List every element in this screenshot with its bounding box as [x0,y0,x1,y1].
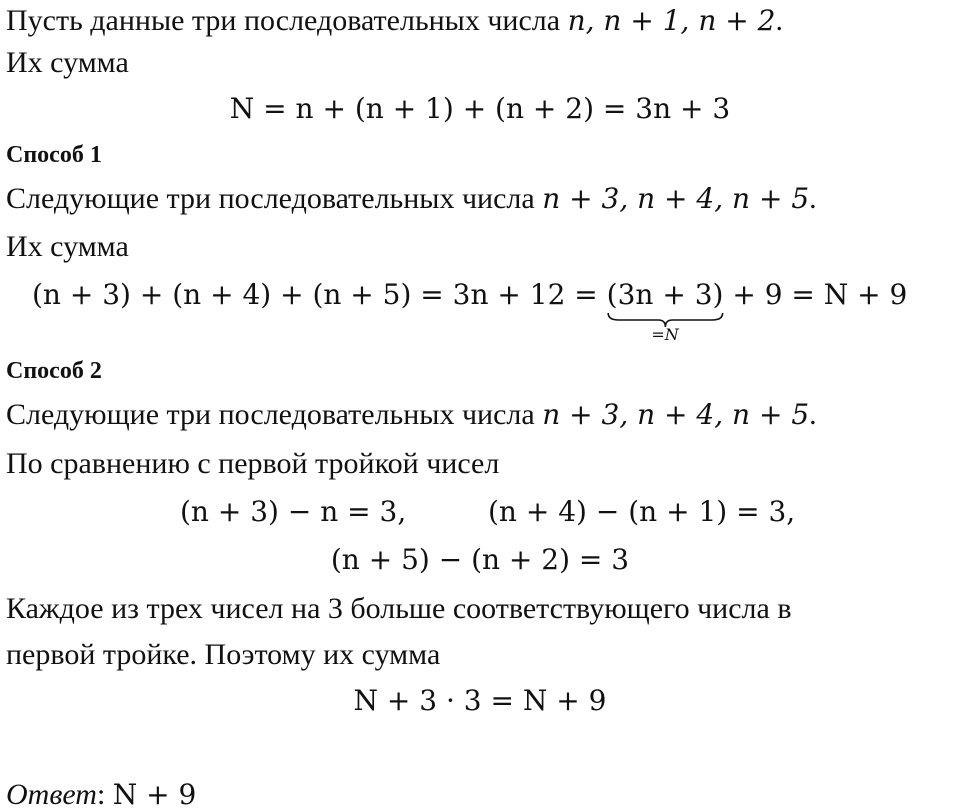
method1-text: Следующие три последовательных числа [6,182,543,215]
method1-sum-label: Их сумма [6,230,129,263]
method2-eq3: (n + 5) − (n + 2) = 3 [330,543,630,576]
method2-final-formula: N + 3 · 3 = N + 9 [353,684,607,717]
method2-text: Следующие три последовательных числа [6,398,543,431]
intro-period: . [775,4,783,37]
method1-heading: Способ 1 [6,142,102,168]
intro-text: Пусть данные три последовательных числа [6,4,568,37]
answer-line [6,778,196,812]
method1-period: . [809,182,817,215]
method2-para-line1: Каждое из трех чисел на 3 больше соответствующего числа в [6,592,792,625]
method2-period: . [809,398,817,431]
method1-numbers: n + 3, n + 4, n + 5 [542,182,810,215]
intro-sum-label: Их сумма [6,46,129,79]
intro-numbers: n, n + 1, n + 2 [567,4,776,37]
method1-formula-brace: (3n + 3) [606,278,724,311]
method1-brace-note: =N [651,325,679,344]
method2-eq2: (n + 4) − (n + 1) = 3, [488,495,796,528]
method1-formula-right: + 9 = N + 9 [723,278,908,311]
method1-brace-group [606,278,724,344]
answer-colon: : [96,778,113,811]
method1-formula-left: (n + 3) + (n + 4) + (n + 5) = 3n + 12 = [32,278,607,311]
method2-para-line2: первой тройке. Поэтому их сумма [6,638,441,671]
intro-sum-formula: N = n + (n + 1) + (n + 2) = 3n + 3 [229,92,731,125]
intro-line [6,4,783,38]
method1-formula [32,278,908,344]
method2-line [6,398,817,432]
method1-line [6,182,817,216]
answer-label: Ответ [6,778,97,811]
method2-compare-text: По сравнению с первой тройкой чисел [6,447,500,480]
answer-value: N + 9 [112,778,197,811]
method2-eq1: (n + 3) − n = 3, [180,495,407,528]
method2-heading: Способ 2 [6,358,102,384]
method2-numbers: n + 3, n + 4, n + 5 [542,398,810,431]
